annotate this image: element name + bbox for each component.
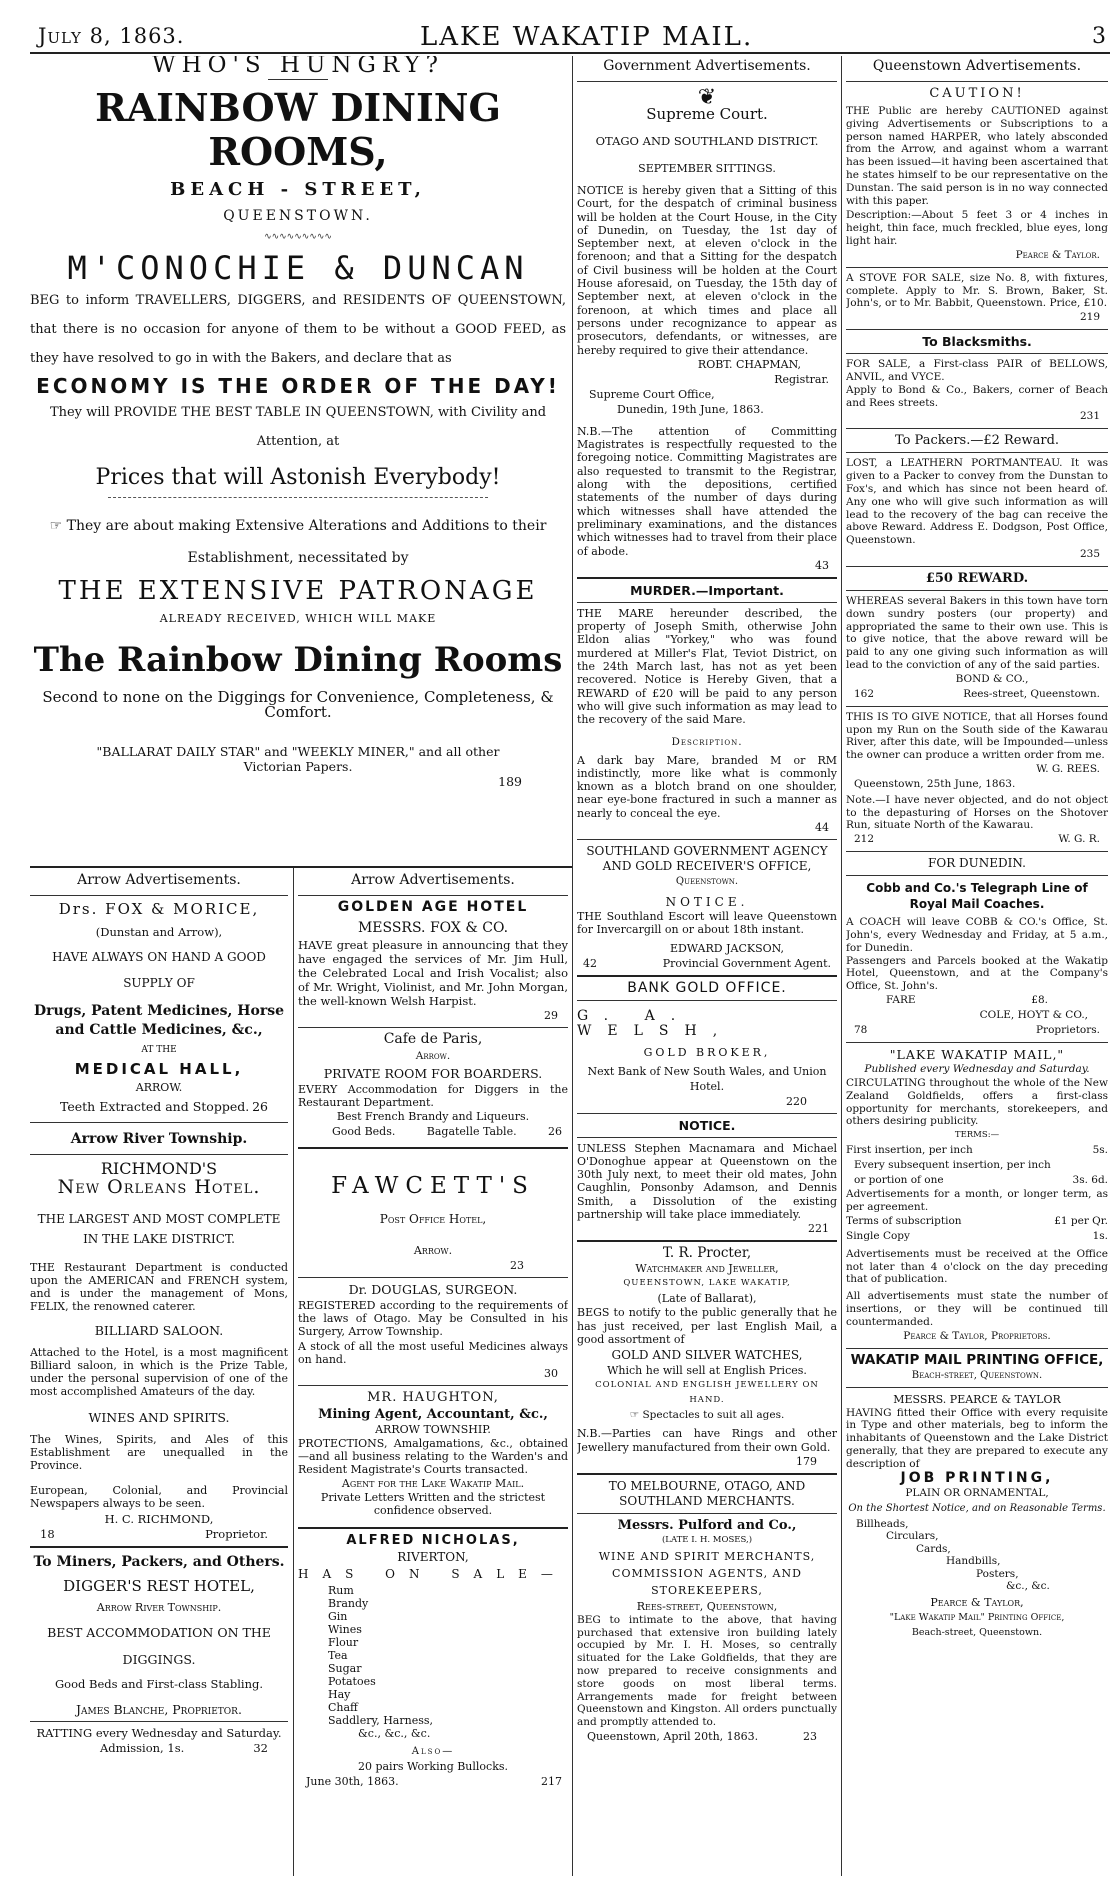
bellows-apply: Apply to Bond & Co., Bakers, corner of Beach and Rees streets. (846, 383, 1108, 409)
murder-body: THE MARE hereunder described, the property of Joseph Smith, otherwise John Eldon alias "Yorkey," who was found murdered at Miller's Flat, Teviot District, on the 24th March last, has not as yet been recovered. Notice is Hereby Given, that a REWARD of £20 will be paid to any person who will give such information as may lead to the recovery of the said Mare. (577, 606, 837, 727)
term-6: Single Copy (846, 1229, 910, 1242)
column-2 (298, 870, 568, 1876)
term-1: First insertion, per inch (846, 1144, 973, 1157)
nicholas-name: ALFRED NICHOLAS, (346, 1533, 520, 1548)
caution-desc: Description:—About 5 feet 3 or 4 inches in height, thin face, much freckled, blue eyes, long light hair. (846, 209, 1108, 247)
term-1-val: 5s. (1092, 1144, 1108, 1157)
haughton-private: Private Letters Written and the strictest confidence observed. (320, 1491, 546, 1517)
pulford-num: 23 (803, 1730, 817, 1744)
new-orleans-hotel: New Orleans Hotel. (57, 1176, 261, 1198)
column-rule (572, 56, 573, 1876)
diggers-body: BEST ACCOMMODATION ON THE DIGGINGS. (47, 1625, 271, 1667)
cafe-bagatelle: Bagatelle Table. (426, 1125, 517, 1138)
horses-sign: W. G. REES. (1036, 762, 1100, 775)
pulford-head: TO MELBOURNE, OTAGO, AND SOUTHLAND MERCHANTS. (608, 1478, 806, 1508)
rainbow-num: 189 (498, 774, 522, 789)
fox-line1: HAVE ALWAYS ON HAND A GOOD SUPPLY OF (52, 950, 266, 990)
second-to-none: Second to none on the Diggings for Convenience, Completeness, & Comfort. (42, 688, 554, 721)
term-5: Terms of subscription (846, 1214, 962, 1227)
nicholas-also: Also— (411, 1746, 455, 1757)
term-4: Advertisements for a month, or longer term, as per agreement. (846, 1188, 1108, 1214)
procter-prices: Which he will sell at English Prices. (607, 1364, 807, 1378)
supreme-court: Supreme Court. (646, 105, 768, 123)
douglas-title: Dr. DOUGLAS, SURGEON. (348, 1282, 518, 1297)
court-num: 43 (815, 558, 829, 572)
printing-title: WAKATIP MAIL PRINTING OFFICE, (850, 1351, 1104, 1368)
southland-num: 42 (583, 956, 597, 970)
ratting: RATTING every Wednesday and Saturday. (36, 1726, 282, 1740)
cafe-arrow: Arrow. (415, 1050, 451, 1062)
economy-line: ECONOMY IS THE ORDER OF THE DAY! (36, 374, 560, 398)
nicholas-items (298, 1584, 568, 1740)
murder-desc-head: Description. (671, 735, 743, 748)
printing-street2: Beach-street, Queenstown. (911, 1626, 1043, 1638)
reward50-street: Rees-street, Queenstown. (963, 687, 1100, 700)
murder-head: MURDER.—Important. (630, 582, 784, 598)
richmonds: RICHMOND'S (100, 1159, 218, 1178)
nicholas-bullocks: 20 pairs Working Bullocks. (357, 1760, 509, 1773)
procter-spectacles-text: Spectacles to suit all ages. (642, 1409, 785, 1422)
list-item: Sugar (328, 1662, 362, 1675)
whos-hungry: WHO'S HUNGRY? (151, 56, 444, 78)
richmond-sign: H. C. RICHMOND, (104, 1512, 214, 1526)
golden-num: 29 (544, 1009, 558, 1022)
issue-date: July 8, 1863. (38, 24, 185, 48)
cobb-prop: Proprietors. (1035, 1024, 1100, 1037)
procter-name: T. R. Procter, (662, 1245, 752, 1262)
column-4 (846, 56, 1108, 1876)
packers-body: LOST, a LEATHERN PORTMANTEAU. It was given to a Packer to convey from the Dunstan to Fox's, and which has since not been heard of. Any one who will give such information as will lead to the recovery of the bag can receive the above Reward. Address E. Dodgson, Post Office, Queenstown. (846, 457, 1108, 547)
list-item: Wines (328, 1623, 362, 1636)
patronage-line: THE EXTENSIVE PATRONAGE (58, 576, 538, 606)
stove-body: A STOVE FOR SALE, size No. 8, with fixtures, complete. Apply to Mr. S. Brown, Baker, St. John's, or to Mr. Babbit, Queenstown. Price, £10. (846, 271, 1108, 310)
nicholas-date: June 30th, 1863. (306, 1775, 399, 1788)
cobb-parcels: Passengers and Parcels booked at the Wakatip Hotel, Queenstown, and at the Company's Office, St. John's. (846, 954, 1108, 993)
haughton-name: MR. HAUGHTON, (367, 1390, 499, 1405)
douglas-num: 30 (544, 1367, 558, 1380)
rainbow-advert: WHO'S HUNGRY? RAINBOW DINING ROOMS, BEACH - STREET, QUEENSTOWN. ∿∿∿∿∿∿∿∿∿ M'CONOCHIE & DUNCAN BEG to inform TRAVELLERS, DIGGERS, and RESIDENTS OF QUEENSTOWN, that there is no occasion for anyone of them to be without a GOOD FEED, as they have resolved to go in with the Bakers, and declare that as ECONOMY IS THE ORDER OF THE DAY! They will PROVIDE THE BEST TABLE IN QUEENSTOWN, with Civility and Attention, at Prices that will Astonish Everybody! ☞ They are about making Extensive Alterations and Additions to their Establishment, necessitated by THE EXTENSIVE PATRONAGE ALREADY RECEIVED, WHICH WILL MAKE The Rainbow Dining Rooms Second to none on the Diggings for Convenience, Completeness, & Comfort. "BALLARAT DAILY STAR" and "WEEKLY MINER," and all other Victorian Papers. 189 (30, 56, 566, 789)
procter-body: BEGS to notify to the public generally that he has just received, per last English Mail, a good assortment of (577, 1306, 837, 1346)
southland-notice: NOTICE. (665, 894, 749, 909)
list-item: Billheads, (856, 1517, 909, 1530)
cobb-sign: COLE, HOYT & CO., (979, 1009, 1088, 1022)
bank-num: 220 (786, 1094, 807, 1108)
pointing-hand-icon: ☞ (629, 1409, 643, 1422)
column-1 (30, 870, 288, 1876)
cobb-title: Cobb and Co.'s Telegraph Line of Royal Mail Coaches. (866, 881, 1088, 912)
mail-office: Advertisements must be received at the Office not later than 4 o'clock on the day preceding that of publication. (846, 1247, 1108, 1286)
rainbow-body-3 (30, 510, 566, 574)
golden-body: HAVE great pleasure in announcing that they have engaged the services of Mr. Jim Hull, the Celebrated Local and Irish Vocalist; also of Mr. Wright, Violinist, and Mr. John Morgan, the well-known Welsh Harpist. (298, 938, 568, 1008)
township-head: Arrow River Township. (70, 1131, 248, 1147)
procter-num: 179 (796, 1454, 817, 1468)
pulford-name: Messrs. Pulford and Co., (617, 1517, 797, 1533)
fare-value: £8. (1031, 994, 1048, 1007)
procter-colonial: COLONIAL AND ENGLISH JEWELLERY ON HAND. (595, 1380, 819, 1406)
queenstown-ads-head: Queenstown Advertisements. (872, 58, 1082, 74)
page-number: 3 (1092, 24, 1106, 49)
printing-firm: MESSRS. PEARCE & TAYLOR (893, 1392, 1061, 1406)
already-received: ALREADY RECEIVED, WHICH WILL MAKE (159, 612, 437, 625)
list-item: Posters, (976, 1567, 1019, 1580)
fawcett-num: 23 (510, 1259, 524, 1272)
notice-body: UNLESS Stephen Macnamara and Michael O'Donoghue appear at Queenstown on the 30th July next, to meet their old mates, John Caughlin, Ponsonby Adamson, and Dennis Smith, a Dissolution of the existing partnership will take place immediately. (577, 1141, 837, 1222)
pointing-hand-icon: ☞ (49, 518, 67, 534)
wines-body: The Wines, Spirits, and Ales of this Establishment are unequalled in the Province. (30, 1433, 288, 1472)
southland-head: SOUTHLAND GOVERNMENT AGENCY AND GOLD RECEIVER'S OFFICE, (586, 843, 828, 873)
private-room: PRIVATE ROOM FOR BOARDERS. (323, 1066, 543, 1081)
douglas-stock: A stock of all the most useful Medicines always on hand. (298, 1340, 568, 1366)
gold-broker: GOLD BROKER, (643, 1045, 771, 1059)
golden-age: GOLDEN AGE HOTEL (337, 899, 529, 915)
arrow-ads-head: Arrow Advertisements. (77, 872, 241, 888)
list-item: &c., &c., &c. (358, 1727, 431, 1740)
southland-agent: Provincial Government Agent. (662, 956, 831, 970)
newspapers-line: European, Colonial, and Provincial Newspapers always to be seen. (30, 1484, 288, 1510)
fox-co: MESSRS. FOX & CO. (357, 920, 509, 936)
fox-num: 26 (252, 1099, 268, 1114)
largest-line: THE LARGEST AND MOST COMPLETE IN THE LAKE DISTRICT. (37, 1212, 281, 1246)
court-sittings: SEPTEMBER SITTINGS. (638, 162, 776, 175)
douglas-body: REGISTERED according to the requirements of the laws of Otago. May be Consulted in his Surgery, Arrow Township. (298, 1299, 568, 1338)
southland-body: THE Southland Escort will leave Queenstown for Invercargill on or about 18th instant. (577, 909, 837, 937)
procter-trade: Watchmaker and Jeweller, (635, 1262, 779, 1276)
reward50-sign: BOND & CO., (955, 672, 1029, 685)
miners-head: To Miners, Packers, and Others. (33, 1554, 285, 1570)
billiard-body: Attached to the Hotel, is a most magnificent Billiard saloon, in which is the Prize Table, under the personal supervision of one of the most accomplished Amateurs of the day. (30, 1346, 288, 1398)
gov-ads-head: Government Advertisements. (603, 58, 811, 74)
list-item: Saddlery, Harness, (328, 1714, 433, 1727)
list-item: Handbills, (946, 1555, 1001, 1568)
list-item: Hay (328, 1688, 351, 1701)
post-office-hotel: Post Office Hotel, (379, 1212, 487, 1226)
fawcett-arrow: Arrow. (413, 1244, 453, 1257)
fox-sub: (Dunstan and Arrow), (95, 925, 223, 939)
pulford-street: Rees-street, Queenstown, (636, 1599, 778, 1613)
term-3: or portion of one (854, 1174, 944, 1187)
southland-town: Queenstown. (675, 875, 739, 887)
rainbow-body-1: BEG to inform TRAVELLERS, DIGGERS, and RESIDENTS OF QUEENSTOWN, that there is no occasion for anyone of them to be without a GOOD FEED, as they have resolved to go in with the Bakers, and declare that as (30, 293, 566, 366)
bank-head: BANK GOLD OFFICE. (627, 979, 787, 996)
admission: Admission, 1s. (100, 1741, 185, 1755)
diggers-num: 32 (253, 1741, 268, 1755)
list-item: Rum (328, 1584, 354, 1597)
restaurant-body: THE Restaurant Department is conducted upon the AMERICAN and FRENCH system, and is under the management of Mons, FELIX, the renowned caterer. (30, 1261, 288, 1313)
medical-hall: MEDICAL HALL, (74, 1060, 244, 1078)
crest-icon: ❦ (697, 85, 717, 110)
fawcetts: FAWCETT'S (331, 1173, 535, 1199)
fox-arrow: ARROW. (135, 1081, 183, 1094)
haughton-agent: Agent for the Lake Wakatip Mail. (341, 1477, 525, 1490)
horses-date: Queenstown, 25th June, 1863. (854, 777, 1016, 790)
fox-drugs: Drugs, Patent Medicines, Horse and Cattle Medicines, &c., (33, 1003, 285, 1038)
list-item: Flour (328, 1636, 359, 1649)
column-rule (293, 868, 294, 1876)
printing-items (846, 1518, 1108, 1593)
pulford-trade: WINE AND SPIRIT MERCHANTS, COMMISSION AGENTS, AND STOREKEEPERS, (598, 1549, 816, 1597)
billiard-head: BILLIARD SALOON. (94, 1323, 224, 1338)
section-rule (30, 866, 572, 868)
beach-street: BEACH - STREET, (170, 179, 426, 200)
pulford-late: (LATE I. H. MOSES,) (661, 1534, 753, 1545)
caution-body: THE Public are hereby CAUTIONED against giving Advertisements or Subscriptions to a person named HARPER, who lately absconded from the Arrow, and against whom a warrant has been issued—it having been ascertained that he states himself to be our representative on the Dunstan. The said person is in no way connected with this paper. (846, 105, 1108, 207)
mail-title: "LAKE WAKATIP MAIL," (889, 1047, 1065, 1063)
fare-label: FARE (886, 994, 916, 1007)
mail-body: CIRCULATING throughout the whole of the New Zealand Goldfields, offers a first-class opportunity for merchants, storekeepers, and others desiring publicity. (846, 1077, 1108, 1128)
stove-num: 219 (1079, 311, 1100, 324)
job-printing: JOB PRINTING, (900, 1469, 1054, 1486)
packers-num: 235 (1079, 547, 1100, 560)
list-item: Circulars, (886, 1530, 939, 1543)
fox-morice: Drs. FOX & MORICE, (58, 900, 260, 918)
mail-terms: TERMS:— (954, 1130, 1000, 1141)
rainbow-body-3-text: They are about making Extensive Alterations and Additions to their Establishment, necessitated by (66, 518, 547, 566)
arrow-ads-head-2: Arrow Advertisements. (351, 872, 515, 888)
cobb-body: A COACH will leave COBB & CO.'s Office, St. John's, every Wednesday and Friday, at 5 a.m., for Dunedin. (846, 916, 1108, 954)
column-3 (577, 56, 837, 1876)
caution-sign: Pearce & Taylor. (1015, 248, 1100, 261)
haughton-body: PROTECTIONS, Amalgamations, &c., obtained —and all business relating to the Warden's and Resident Magistrate's Courts transacted. (298, 1437, 568, 1476)
horses-num: 212 (854, 833, 875, 846)
cafe-paris: Cafe de Paris, (383, 1031, 483, 1047)
plain-ornamental: PLAIN OR ORNAMENTAL, (905, 1486, 1049, 1499)
caution-title: CAUTION! (929, 86, 1025, 101)
list-item: Gin (328, 1610, 348, 1623)
rainbow-title: RAINBOW DINING ROOMS, (95, 85, 501, 174)
list-item: Cards, (916, 1542, 951, 1555)
term-2: Every subsequent insertion, per inch (854, 1159, 1051, 1172)
murder-desc: A dark bay Mare, branded M or RM indistinctly, more like what is commonly known as a blotch brand on one shoulder, near eye-bone fractured in such a manner as nearly to conceal the eye. (577, 753, 837, 820)
mail-sign: Pearce & Taylor, Proprietors. (903, 1329, 1051, 1342)
court-body: NOTICE is hereby given that a Sitting of this Court, for the despatch of criminal business will be holden at the Court House, in the City of Dunedin, on Tuesday, the 1st day of September next, at eleven o'clock in the forenoon; and that a Sitting for the despatch of Civil business will be holden at the Court House aforesaid, on Tuesday, the 15th day of September next, at eleven o'clock in the forenoon, at which times and place all persons under recognizance to appear as prosecutors, defendants, or witnesses, are hereby required to give their attendance. (577, 184, 837, 357)
ballarat-papers: "BALLARAT DAILY STAR" and "WEEKLY MINER," and all other Victorian Papers. (96, 744, 500, 774)
bellows-num: 231 (1079, 410, 1100, 423)
diggers-beds: Good Beds and First-class Stabling. (55, 1677, 263, 1691)
court-office: Supreme Court Office, (589, 387, 715, 401)
rainbow-body-2: They will PROVIDE THE BEST TABLE IN QUEENSTOWN, with Civility and Attention, at (49, 405, 547, 449)
page-header (30, 20, 1110, 54)
fox-at: AT THE (141, 1045, 177, 1055)
list-item: Brandy (328, 1597, 369, 1610)
procter-gold: GOLD AND SILVER WATCHES, (611, 1348, 803, 1363)
diggers-rest: DIGGER'S REST HOTEL, (63, 1577, 255, 1595)
masthead: LAKE WAKATIP MAIL. (420, 22, 754, 52)
rainbow-big: The Rainbow Dining Rooms (33, 640, 563, 680)
richmond-num: 18 (40, 1527, 55, 1541)
pulford-body: BEG to intimate to the above, that having purchased that extensive iron building lately occupied by Mr. I. H. Moses, so centrally situated for the Lake Goldfields, that they are now prepared to receive consignments and store goods on most liberal terms. Arrangements made for freight between Queenstown and Kingston. All orders punctually and promptly attended to. (577, 1613, 837, 1729)
list-item: &c., &c. (1006, 1580, 1050, 1593)
bellows-body: FOR SALE, a First-class PAIR of BELLOWS, ANVIL, and VYCE. (846, 358, 1108, 383)
term-5-val: £1 per Qr. (1054, 1214, 1108, 1227)
reward50-head: £50 REWARD. (925, 570, 1029, 586)
haughton-title: Mining Agent, Accountant, &c., (318, 1407, 548, 1422)
horses-body: THIS IS TO GIVE NOTICE, that all Horses found upon my Run on the South side of the Kawarau River, after this date, will be Impounded—unless the owner can produce a written order from me. (846, 710, 1108, 762)
diggers-township: Arrow River Township. (96, 1601, 222, 1614)
nicholas-has: HAS ON SALE— (298, 1567, 567, 1581)
newspaper-page (30, 20, 1110, 1880)
printing-sign: Pearce & Taylor, (930, 1595, 1024, 1609)
term-3-val: 3s. 6d. (1072, 1174, 1108, 1187)
term-6-val: 1s. (1092, 1229, 1108, 1242)
printing-street: Beach-street, Queenstown. (911, 1369, 1043, 1381)
nicholas-num: 217 (541, 1775, 562, 1788)
prices-line: Prices that will Astonish Everybody! (95, 465, 501, 490)
teeth-line: Teeth Extracted and Stopped. (60, 1099, 250, 1114)
court-registrar: Registrar. (774, 372, 829, 386)
notice-num: 221 (808, 1222, 829, 1236)
packers-head: To Packers.—£2 Reward. (894, 433, 1060, 449)
procter-late: (Late of Ballarat), (657, 1292, 757, 1306)
procter-spectacles (577, 1408, 837, 1423)
court-nb: N.B.—The attention of Committing Magistrates is respectfully requested to the foregoing notice. Committing Magistrates are also requested to transmit to the Registrar, along with the depositions, certified statements of the number of days during which witnesses shall have attended the preliminary examinations, and the distances which witnesses had to travel from their place of abode. (577, 424, 837, 558)
court-sign: ROBT. CHAPMAN, (697, 357, 801, 371)
richmond-prop: Proprietor. (205, 1527, 268, 1541)
reward50-body: WHEREAS several Bakers in this town have torn down sundry posters (our property) and appropriated the same to their own use. This is to give notice, that the above reward will be paid to any one giving such information as will lead to the conviction of any of the said parties. (846, 594, 1108, 671)
cafe-body: EVERY Accommodation for Diggers in the Restaurant Department. (298, 1083, 568, 1109)
printing-body: HAVING fitted their Office with every requisite in Type and other materials, beg to inform the inhabitants of Queenstown and the Lake District generally, that they are prepared to execute any description of (846, 1406, 1108, 1470)
procter-street: QUEENSTOWN, LAKE WAKATIP, (623, 1278, 791, 1289)
list-item: Chaff (328, 1701, 358, 1714)
cobb-num: 78 (854, 1024, 868, 1037)
blanche: James Blanche, Proprietor. (76, 1702, 242, 1717)
murder-num: 44 (815, 820, 829, 834)
nicholas-riverton: RIVERTON, (397, 1550, 469, 1564)
reward50-num: 162 (854, 687, 875, 700)
horses-sign2: W. G. R. (1058, 833, 1100, 846)
court-date: Dunedin, 19th June, 1863. (617, 402, 764, 416)
blacksmiths-head: To Blacksmiths. (922, 334, 1032, 350)
queenstown: QUEENSTOWN. (223, 208, 373, 224)
cafe-brandy: Best French Brandy and Liqueurs. (336, 1110, 530, 1123)
bank-body: Next Bank of New South Wales, and Union Hotel. (587, 1064, 827, 1093)
dunedin-head: FOR DUNEDIN. (928, 856, 1026, 871)
list-item: Potatoes (328, 1675, 376, 1688)
southland-sign: EDWARD JACKSON, (669, 941, 785, 955)
court-district: OTAGO AND SOUTHLAND DISTRICT. (595, 134, 819, 148)
list-item: Tea (328, 1649, 348, 1662)
column-rule (841, 56, 842, 1876)
horses-note: Note.—I have never objected, and do not object to the depasturing of Horses on the Shotover Run, situate North of the Kawarau. (846, 793, 1108, 832)
mail-ordered: All advertisements must state the number of insertions, or they will be continued till countermanded. (846, 1290, 1108, 1328)
welsh-name: G. A. WELSH, (577, 1007, 734, 1039)
wines-head: WINES AND SPIRITS. (88, 1410, 230, 1425)
procter-nb: N.B.—Parties can have Rings and other Jewellery manufactured from their own Gold. (577, 1427, 837, 1454)
mail-pub: Published every Wednesday and Saturday. (864, 1063, 1090, 1076)
pulford-date: Queenstown, April 20th, 1863. (587, 1730, 759, 1744)
firm-name: M'CONOCHIE & DUNCAN (67, 249, 529, 287)
printing-terms: On the Shortest Notice, and on Reasonable Terms. (848, 1502, 1106, 1514)
printing-office: "Lake Wakatip Mail" Printing Office, (889, 1611, 1065, 1623)
cafe-beds: Good Beds. (332, 1125, 396, 1138)
notice-head: NOTICE. (678, 1117, 736, 1133)
cafe-num: 26 (548, 1125, 562, 1138)
haughton-township: ARROW TOWNSHIP. (375, 1423, 491, 1436)
